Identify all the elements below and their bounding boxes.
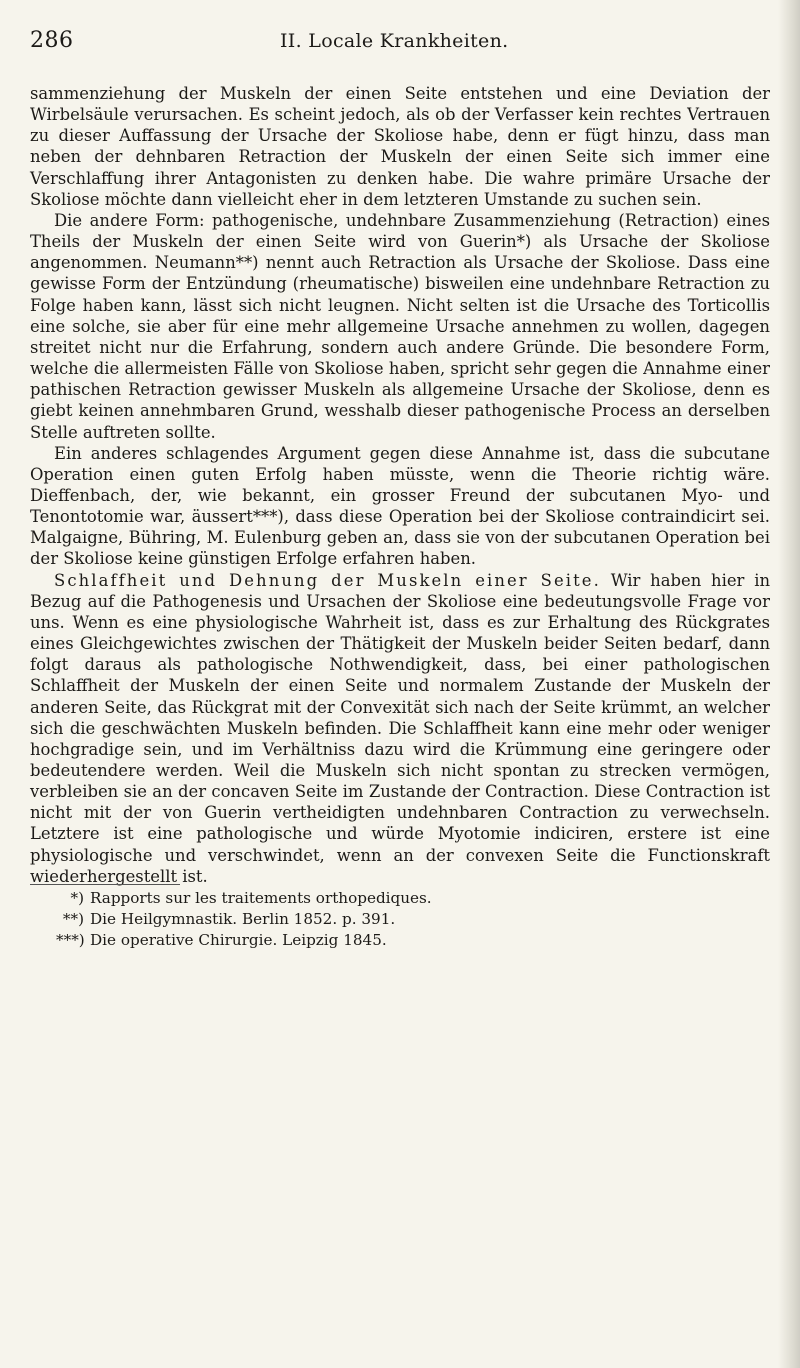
paragraph-2: Die andere Form: pathogenische, undehnbare Zusammenziehung (Retraction) eines Theils der Muskeln der einen Seite wird von Guerin*) als Ursache der Skoliose angenommen. Neumann**) nennt auch Retraction als Ursache der Skoliose. Dass eine gewisse Form der Entzündung (rheumatische) bisweilen eine undehnbare Retraction zu Folge haben kann, lässt sich nicht leugnen. Nicht selten ist die Ursache des Torticollis eine solche, sie aber für eine mehr allgemeine Ursache annehmen zu wollen, dagegen streitet nicht nur die Erfahrung, sondern auch andere Gründe. Die besondere Form, welche die allermeisten Fälle von Skoliose haben, spricht sehr gegen die Annahme einer pathischen Retraction gewisser Muskeln als allgemeine Ursache der Skoliose, denn es giebt keinen annehmbaren Grund, wesshalb dieser pathogenische Process an derselben Stelle auftreten sollte. [30, 210, 770, 442]
footnote-text: Rapports sur les traitements orthopediques. [90, 889, 432, 907]
paragraph-1: sammenziehung der Muskeln der einen Seite entstehen und eine Deviation der Wirbelsäule verursachen. Es scheint jedoch, als ob der Verfasser kein rechtes Vertrauen zu dieser Auffassung der Ursache der Skoliose habe, denn er fügt hinzu, dass man neben der dehnbaren Retraction der Muskeln der einen Seite sich immer eine Verschlaffung ihrer Antagonisten zu denken habe. Die wahre primäre Ursache der Skoliose möchte dann vielleicht eher in dem letzteren Umstande zu suchen sein. [30, 84, 770, 209]
page-header [30, 28, 770, 64]
paragraph-4-text: Wir haben hier in Bezug auf die Pathogenesis und Ursachen der Skoliose eine bedeutungsvolle Frage vor uns. Wenn es eine physiologische Wahrheit ist, dass es zur Erhaltung des Rückgrates eines Gleichgewichtes zwischen der Thätigkeit der Muskeln beider Seiten bedarf, dann folgt daraus als pathologische Nothwendigkeit, dass, bei einer pathologischen Schlaffheit der Muskeln der einen Seite und normalem Zustande der Muskeln der anderen Seite, das Rückgrat mit der Convexität sich nach der Seite krümmt, an welcher sich die geschwächten Muskeln befinden. Die Schlaffheit kann eine mehr oder weniger hochgradige sein, und im Verhältniss dazu wird die Krümmung eine geringere oder bedeutendere werden. Weil die Muskeln sich nicht spontan zu strecken vermögen, verbleiben sie an der concaven Seite im Zustande der Contraction. Diese Contraction ist nicht mit der von Guerin vertheidigten undehnbaren Contraction zu verwechseln. Letztere ist eine pathologische und würde Myotomie indiciren, erstere ist eine physiologische und verschwindet, wenn an der convexen Seite die Functionskraft wiederhergestellt ist. [30, 570, 770, 886]
footnote-mark: *) [70, 889, 84, 907]
section-heading: Schlaffheit und Dehnung der Muskeln einer Seite. [54, 570, 601, 590]
footnote [56, 909, 756, 930]
page-number: 286 [30, 28, 74, 53]
footnotes [56, 888, 756, 951]
main-text [30, 83, 770, 887]
footnote-mark: **) [62, 910, 84, 928]
footnote-text: Die operative Chirurgie. Leipzig 1845. [90, 931, 387, 949]
footnote [56, 930, 756, 951]
paragraph-3: Ein anderes schlagendes Argument gegen diese Annahme ist, dass die subcutane Operation einen guten Erfolg haben müsste, wenn die Theorie richtig wäre. Dieffenbach, der, wie bekannt, ein grosser Freund der subcutanen Myo- und Tenontotomie war, äussert***), dass diese Operation bei der Skoliose contraindicirt sei. Malgaigne, Bühring, M. Eulenburg geben an, dass sie von der subcutanen Operation bei der Skoliose keine günstigen Erfolge erfahren haben. [30, 443, 770, 569]
footnote [56, 888, 756, 909]
footnote-text: Die Heilgymnastik. Berlin 1852. p. 391. [90, 910, 396, 928]
running-title: II. Locale Krankheiten. [280, 30, 509, 52]
footnote-divider [30, 884, 180, 885]
paragraph-4 [30, 570, 770, 887]
footnote-mark: ***) [56, 931, 85, 949]
page-edge-shadow [778, 0, 800, 1368]
